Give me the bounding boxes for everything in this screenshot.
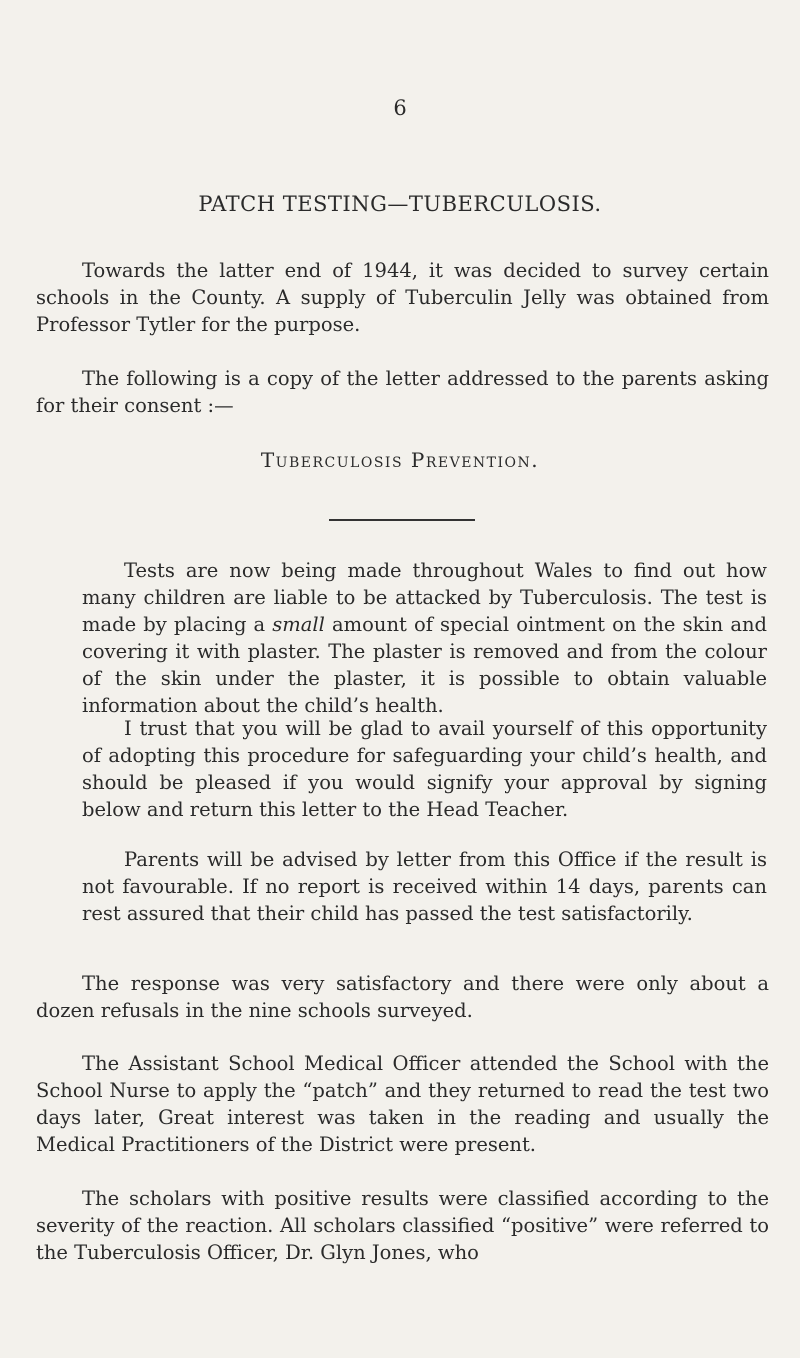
letter-paragraph-1-end: amount of special ointment on the skin and covering it with plaster. The plaster is removed and from the colour of the skin under the plaster, it is possible to obtain valuable information about the child’s health. bbox=[82, 613, 767, 717]
emphasis-small: small bbox=[272, 613, 325, 636]
page-number: 6 bbox=[393, 96, 407, 120]
letter-paragraph-3: Parents will be advised by letter from this Office if the result is not favourable. If no report is received within 14 days, parents can rest assured that their child has passed the test satisfactorily. bbox=[82, 848, 767, 925]
divider-rule bbox=[329, 519, 475, 521]
letter-paragraph-2: I trust that you will be glad to avail yourself of this opportunity of adopting this procedure for safeguarding your child’s health, and should be pleased if you would signify your approval by signing below and return this letter to the Head Teacher. bbox=[82, 717, 767, 821]
letter-paragraph-1 bbox=[82, 557, 767, 719]
letter-heading: Tuberculosis Prevention. bbox=[260, 448, 540, 472]
intro-paragraph: Towards the latter end of 1944, it was decided to survey certain schools in the County. A supply of Tuberculin Jelly was obtained from Professor Tytler for the purpose. bbox=[36, 259, 769, 336]
response-paragraph: The response was very satisfactory and there were only about a dozen refusals in the nine schools surveyed. bbox=[36, 972, 769, 1022]
letter-intro-paragraph: The following is a copy of the letter addressed to the parents asking for their consent :— bbox=[36, 367, 769, 417]
scholars-paragraph: The scholars with positive results were classified according to the severity of the reaction. All scholars classified “positive” were referred to the Tuberculosis Officer, Dr. Glyn Jones, who bbox=[36, 1187, 769, 1264]
page-title: PATCH TESTING—TUBERCULOSIS. bbox=[198, 192, 602, 216]
letter-paragraph-1-start: Tests are now being made throughout Wales to find out how many children are liable to be attacked by Tuberculosis. The test is made by placing a bbox=[82, 559, 767, 636]
assistant-officer-paragraph: The Assistant School Medical Officer attended the School with the School Nurse to apply the “patch” and they returned to read the test two days later, Great interest was taken in the reading and usually the Medical Practitioners of the District were present. bbox=[36, 1052, 769, 1156]
